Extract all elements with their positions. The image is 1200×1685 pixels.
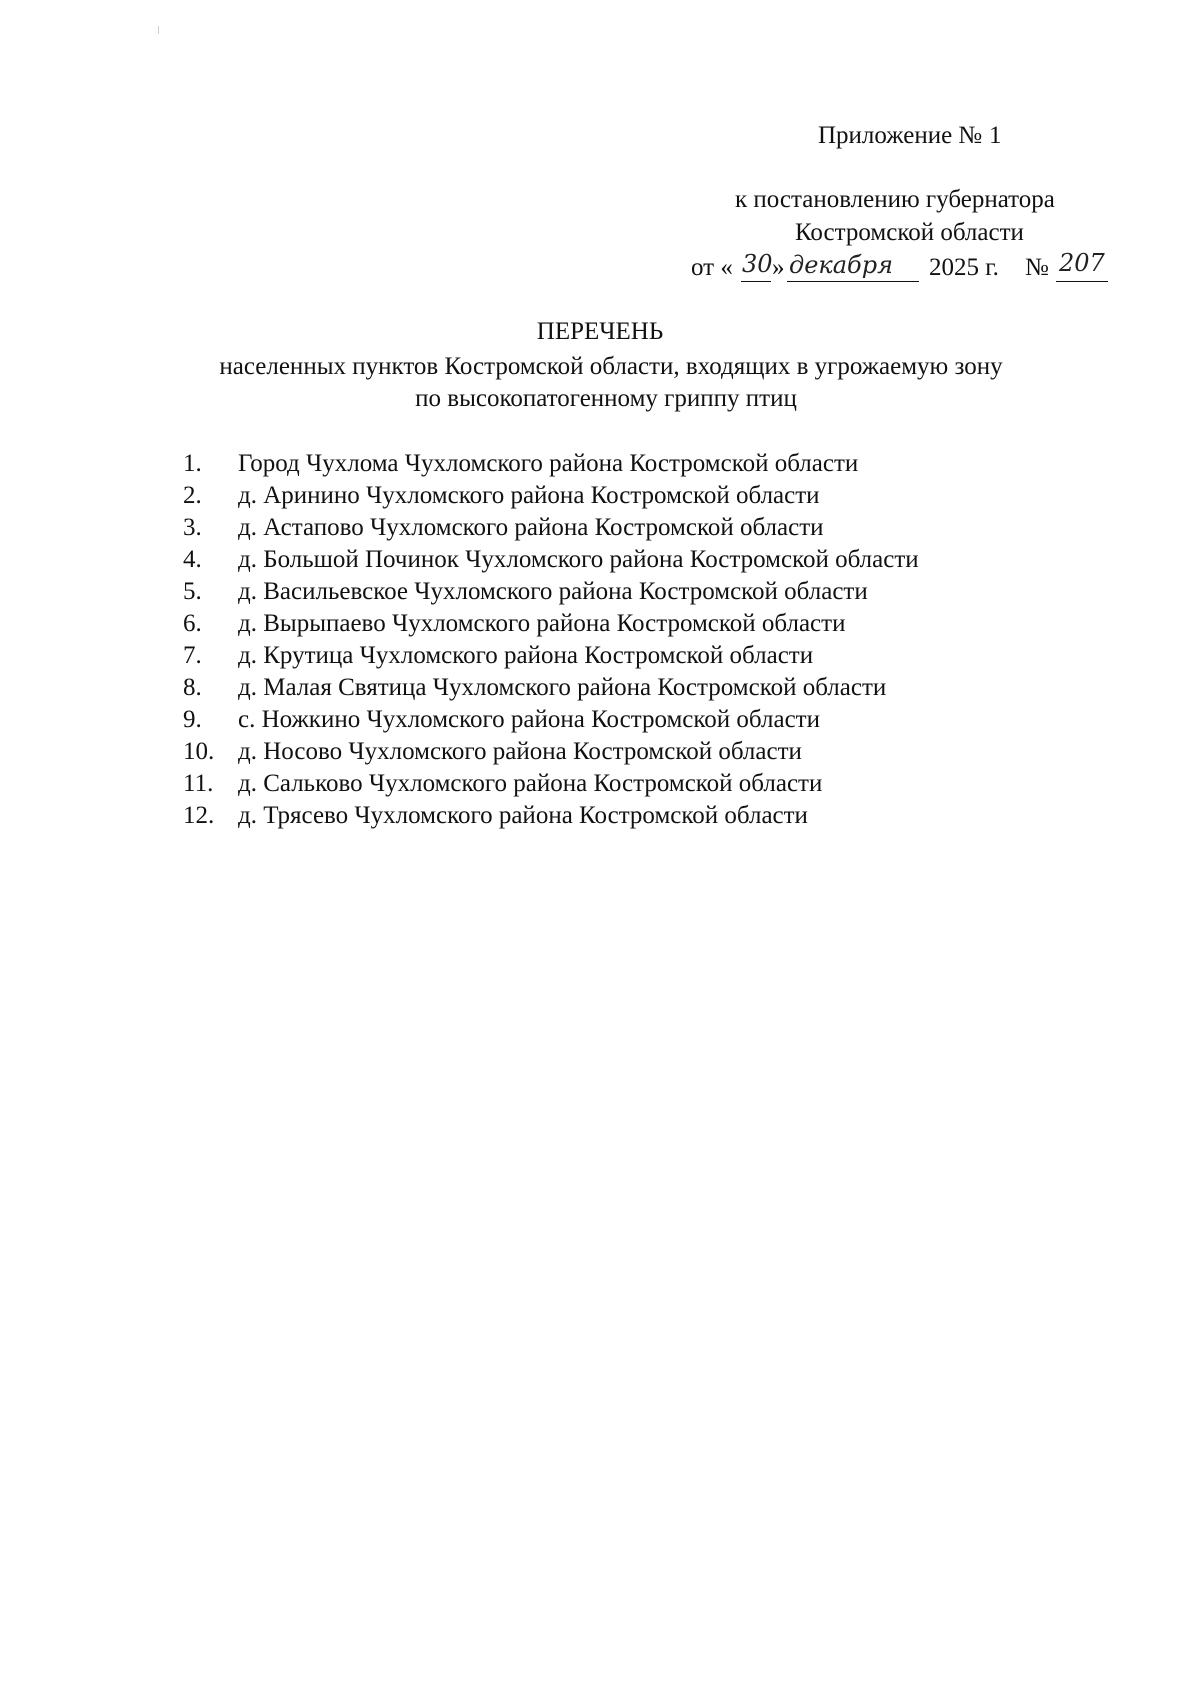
item-text: д. Аринино Чухломского района Костромской области [238, 482, 820, 509]
item-number: 5. [183, 578, 202, 605]
list-item [183, 512, 919, 544]
list-item [183, 768, 919, 800]
item-number: 10. [183, 738, 215, 765]
item-number: 12. [183, 802, 215, 829]
item-text: д. Крутица Чухломского района Костромской области [238, 642, 814, 669]
date-quote-close: » [772, 254, 785, 281]
list-item [183, 448, 919, 480]
date-prefix: от « [691, 254, 733, 281]
item-text: д. Астапово Чухломского района Костромской области [238, 514, 824, 541]
item-number: 6. [183, 610, 202, 637]
annex-word: Приложение [818, 122, 953, 149]
item-text: д. Васильевское Чухломского района Костромской области [238, 578, 868, 605]
handwritten-doc-number: 207 [1059, 249, 1105, 277]
list-subtitle-line2: по высокопатогенному гриппу птиц [415, 385, 797, 412]
item-text: д. Трясево Чухломского района Костромской области [238, 802, 808, 829]
list-item [183, 576, 919, 608]
list-item [183, 544, 919, 576]
item-text: д. Сальково Чухломского района Костромской области [238, 770, 823, 797]
handwritten-month: декабря [789, 251, 893, 279]
annex-number: 1 [989, 122, 1002, 149]
item-number: 4. [183, 546, 202, 573]
item-text: д. Носово Чухломского района Костромской области [238, 738, 802, 765]
item-number: 7. [183, 642, 202, 669]
item-text: Город Чухлома Чухломского района Костромской области [238, 450, 859, 477]
decree-reference: к постановлению губернатора [735, 186, 1055, 213]
scan-artifact [158, 26, 159, 34]
item-number: 3. [183, 514, 202, 541]
region-name: Костромской области [795, 219, 1024, 246]
item-text: д. Малая Святица Чухломского района Костромской области [238, 674, 887, 701]
annex-heading [818, 122, 1002, 150]
handwritten-day: 30 [742, 250, 773, 278]
item-text: д. Вырыпаево Чухломского района Костромской области [238, 610, 846, 637]
item-number: 1. [183, 450, 202, 477]
annex-number-sign: № [958, 122, 983, 149]
item-number: 8. [183, 674, 202, 701]
list-item [183, 608, 919, 640]
item-number: 9. [183, 706, 202, 733]
item-number: 2. [183, 482, 202, 509]
list-item [183, 672, 919, 704]
decree-date-line [691, 250, 1111, 294]
list-subtitle-line1: населенных пунктов Костромской области, входящих в угрожаемую зону [219, 353, 1003, 380]
month-underline [787, 281, 919, 282]
item-text: с. Ножкино Чухломского района Костромской области [238, 706, 820, 733]
list-item [183, 736, 919, 768]
item-text: д. Большой Починок Чухломского района Костромской области [238, 546, 919, 573]
day-underline [741, 281, 771, 282]
list-item [183, 704, 919, 736]
list-item [183, 640, 919, 672]
settlements-list [183, 448, 919, 832]
date-year: 2025 г. [929, 254, 999, 281]
number-underline [1056, 281, 1108, 282]
list-item [183, 800, 919, 832]
list-item [183, 480, 919, 512]
doc-number-sign: № [1025, 254, 1049, 281]
item-number: 11. [183, 770, 214, 797]
list-title: ПЕРЕЧЕНЬ [536, 318, 664, 345]
